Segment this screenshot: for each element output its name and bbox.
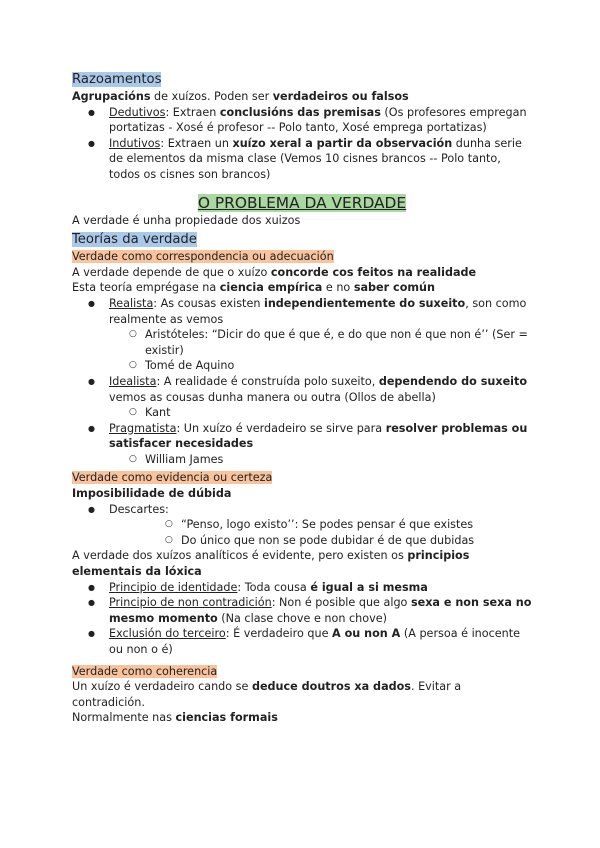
problema-intro: A verdade é unha propiedade dos xuizos — [72, 213, 301, 227]
list-item-indutivos: ● Indutivos: Extraen un xuízo xeral a partir da observación dunha serie de elementos da misma clase (Vemos 10 cisnes brancos -- Polo tanto, todos os cisnes son brancos) — [72, 136, 532, 183]
list-subitem: ○ “Penso, logo existo’’: Se podes pensar é que existes — [72, 517, 532, 533]
section-heading-razoamentos: Razoamentos — [72, 72, 162, 87]
evidencia-line: A verdade dos xuízos analíticos é evidente, pero existen os principios elementais da lóxica — [72, 549, 470, 579]
list-subitem: ○ Kant — [72, 405, 532, 421]
list-item-pragmatista: ● Pragmatista: Un xuízo é verdadeiro se sirve para resolver problemas ou satisfacer necesidades — [72, 421, 532, 452]
coherencia-line-2: Normalmente nas ciencias formais — [72, 711, 278, 725]
principios-list — [72, 580, 532, 658]
subheading-correspondencia: Verdade como correspondencia ou adecuación — [72, 250, 334, 264]
list-item-realista: ● Realista: As cousas existen independientemente do suxeito, son como realmente as vemos — [72, 296, 532, 327]
evidencia-subtitle: Imposibilidade de dúbida — [72, 487, 232, 501]
evidencia-list — [72, 502, 532, 549]
list-subitem: ○ Aristóteles: “Dicir do que é que é, e do que non é que non é’’ (Ser = existir) — [72, 327, 532, 358]
subheading-evidencia: Verdade como evidencia ou certeza — [72, 471, 273, 485]
razoamentos-intro: Agrupacións de xuízos. Poden ser verdadeiros ou falsos — [72, 90, 409, 103]
list-subitem: ○ William James — [72, 452, 532, 468]
correspondencia-list — [72, 296, 532, 468]
list-item-idealista: ● Idealista: A realidade é construída polo suxeito, dependendo do suxeito vemos as cousas dunha manera ou outra (Ollos de abella) — [72, 374, 532, 405]
list-subitem: ○ Tomé de Aquino — [72, 358, 532, 374]
correspondencia-line-1: A verdade depende de que o xuízo concorde cos feitos na realidade — [72, 265, 477, 279]
correspondencia-line-2: Esta teoría emprégase na ciencia empírica e no saber común — [72, 281, 435, 295]
main-title: O PROBLEMA DA VERDADE — [197, 193, 407, 212]
coherencia-line-1: Un xuízo é verdadeiro cando se deduce doutros xa dados. Evitar a contradición. — [72, 680, 462, 709]
list-item-exclusion-terceiro: ● Exclusión do terceiro: É verdadeiro que A ou non A (A persoa é inocente ou non o é) — [72, 626, 532, 657]
subheading-coherencia: Verdade como coherencia — [72, 664, 218, 678]
list-item-dedutivos: ● Dedutivos: Extraen conclusións das premisas (Os profesores empregan portatizas - Xosé é profesor -- Polo tanto, Xosé emprega portatizas) — [72, 105, 532, 136]
list-subitem: ○ Do único que non se pode dubidar é de que dubidas — [72, 533, 532, 549]
list-item-principio-identidade: ● Principio de identidade: Toda cousa é igual a si mesma — [72, 580, 532, 596]
section-heading-teorias: Teorías da verdade — [72, 232, 197, 248]
razoamentos-list — [72, 105, 532, 183]
list-item-principio-non-contradicion: ● Principio de non contradición: Non é posible que algo sexa e non sexa no mesmo momento (Na clase chove e non chove) — [72, 595, 532, 626]
list-item-descartes: ● Descartes: — [72, 502, 532, 518]
document-page — [72, 71, 532, 726]
